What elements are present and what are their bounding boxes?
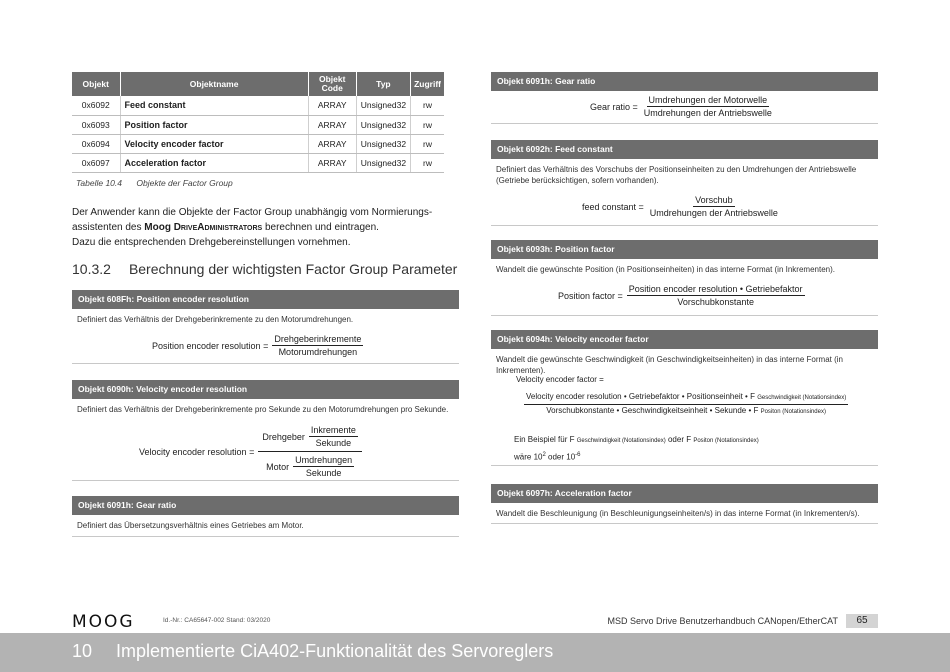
cell-zugriff: rw — [411, 153, 444, 172]
formula-lhs: Position encoder resolution = — [152, 340, 269, 351]
table-row — [72, 96, 444, 115]
formula-compound-denominator — [262, 452, 358, 479]
cell-objekt: 0x6097 — [72, 153, 120, 172]
denominator-text: Vorschubkonstante • Geschwindigkeitseinheit • Sekunde • F — [546, 406, 759, 415]
cell-objektname: Acceleration factor — [120, 153, 308, 172]
formula-numerator: Position encoder resolution • Getriebefaktor — [628, 284, 803, 294]
formula-numerator: Umdrehungen der Motorwelle — [648, 95, 768, 105]
formula-denominator: Umdrehungen der Antriebswelle — [649, 208, 778, 218]
formula-lhs: Velocity encoder resolution = — [139, 446, 255, 457]
paragraph-line — [72, 220, 452, 235]
paragraph-text: berechnen und eintragen. — [262, 222, 379, 233]
description-line: Definiert das Verhältnis des Vorschubs der Positionseinheiten zu den Umdrehungen der Antriebswelle — [496, 165, 857, 174]
formula-denominator: Vorschubkonstante — [677, 297, 754, 307]
formula-compound-numerator — [258, 424, 362, 452]
paragraph-line: Dazu die entsprechenden Drehgebereinstellungen vornehmen. — [72, 237, 351, 248]
cell-typ: Unsigned32 — [356, 134, 410, 153]
section-title: Berechnung der wichtigsten Factor Group Parameter — [128, 261, 458, 277]
object-608f-description: Definiert das Verhältnis der Drehgeberinkremente zu den Motorumdrehungen. — [77, 315, 354, 324]
brand-moog: Moog — [144, 222, 171, 233]
example-subscript: Geschwindigkeit (Notationsindex) — [576, 438, 666, 444]
cell-objektname: Feed constant — [120, 96, 308, 115]
power-exponent: -6 — [575, 452, 581, 458]
table-caption — [76, 178, 245, 188]
object-6094-block — [491, 330, 878, 466]
formula-denominator: Umdrehungen der Antriebswelle — [643, 108, 772, 118]
paragraph-line: Der Anwender kann die Objekte der Factor Group unabhängig vom Normierungs- — [72, 207, 433, 218]
cell-objekt: 0x6093 — [72, 115, 120, 134]
object-6091-left-heading: Objekt 6091h: Gear ratio — [72, 496, 459, 515]
table-caption-text: Objekte der Factor Group — [136, 178, 233, 188]
power-exponent: 2 — [542, 452, 546, 458]
power-text: oder 10 — [545, 452, 576, 462]
cell-objektname: Position factor — [120, 115, 308, 134]
object-6092-block — [491, 140, 878, 226]
col-header-zugriff: Zugriff — [411, 72, 444, 96]
formula-denominator: Sekunde — [305, 468, 342, 478]
formula-lhs: Position factor = — [558, 290, 623, 301]
object-6092-heading: Objekt 6092h: Feed constant — [491, 140, 878, 159]
numerator-text: Velocity encoder resolution • Getriebefaktor • Positionseinheit • F — [526, 392, 755, 401]
object-6090-block — [72, 380, 459, 481]
formula-numerator: Drehgeberinkremente — [274, 334, 362, 344]
cell-typ: Unsigned32 — [356, 153, 410, 172]
object-608f-formula — [152, 333, 363, 358]
formula-fraction — [642, 94, 774, 119]
col-header-typ: Typ — [356, 72, 410, 96]
cell-objekt: 0x6094 — [72, 134, 120, 153]
example-text: oder F — [665, 435, 692, 444]
cell-zugriff: rw — [411, 115, 444, 134]
moog-logo: MOOG — [72, 612, 135, 632]
intro-paragraph — [72, 205, 452, 250]
section-heading — [72, 261, 457, 277]
chapter-bar — [0, 633, 950, 672]
object-6090-formula — [139, 424, 362, 479]
object-6097-heading: Objekt 6097h: Acceleration factor — [491, 484, 878, 503]
object-608f-block — [72, 290, 459, 364]
object-6091-left-description: Definiert das Übersetzungsverhältnis eines Getriebes am Motor. — [77, 521, 304, 530]
brand-drive-administrators: DriveAdministrators — [173, 222, 263, 233]
chapter-number: 10 — [72, 641, 93, 661]
object-6094-example — [514, 435, 759, 444]
table-row — [72, 153, 444, 172]
object-6094-heading: Objekt 6094h: Velocity encoder factor — [491, 330, 878, 349]
table-row — [72, 134, 444, 153]
object-6091-right-block — [491, 72, 878, 124]
formula-inner-fraction — [309, 424, 358, 449]
formula-fraction — [648, 194, 780, 219]
formula-denominator: Sekunde — [315, 438, 352, 448]
table-header-row — [72, 72, 444, 96]
object-6094-formula-fraction — [524, 391, 848, 418]
object-6093-heading: Objekt 6093h: Position factor — [491, 240, 878, 259]
formula-denominator: Motorumdrehungen — [278, 347, 358, 357]
cell-code: ARRAY — [308, 153, 356, 172]
cell-objektname: Velocity encoder factor — [120, 134, 308, 153]
object-6090-description: Definiert das Verhältnis der Drehgeberinkremente pro Sekunde zu den Motorumdrehungen pro Sekunde. — [77, 405, 449, 414]
col-header-objekt-code: Objekt Code — [308, 72, 356, 96]
formula-lhs: feed constant = — [582, 201, 644, 212]
formula-numerator: Inkremente — [310, 425, 356, 435]
cell-zugriff: rw — [411, 134, 444, 153]
object-6090-heading: Objekt 6090h: Velocity encoder resolution — [72, 380, 459, 399]
formula-numerator: Vorschub — [695, 195, 733, 205]
document-id: Id.-Nr.: CA65647-002 Stand: 03/2020 — [163, 617, 271, 624]
object-6093-block — [491, 240, 878, 316]
formula-compound-fraction — [258, 424, 362, 479]
col-header-objektname: Objektname — [120, 72, 308, 96]
table-caption-number: Tabelle 10.4 — [76, 178, 123, 188]
object-6097-description: Wandelt die Beschleunigung (in Beschleunigungseinheiten/s) in das interne Format (in Inkrementen/s). — [496, 509, 860, 518]
numerator-subscript: Geschwindigkeit (Notationsindex) — [757, 395, 847, 401]
power-text: wäre 10 — [514, 452, 543, 462]
cell-objekt: 0x6092 — [72, 96, 120, 115]
formula-numerator — [524, 391, 848, 405]
formula-lhs: Gear ratio = — [590, 101, 638, 112]
object-6093-description: Wandelt die gewünschte Position (in Positionseinheiten) in das interne Format (in Inkrementen). — [496, 265, 835, 274]
object-6092-formula — [582, 194, 780, 219]
object-6091-right-heading: Objekt 6091h: Gear ratio — [491, 72, 878, 91]
factor-group-table — [72, 72, 444, 173]
denominator-subscript: Positon (Notationsindex) — [760, 409, 826, 415]
cell-code: ARRAY — [308, 96, 356, 115]
formula-fraction — [272, 333, 363, 358]
description-line: (Getriebe berücksichtigen, sofern vorhanden). — [496, 176, 659, 185]
object-6092-description — [491, 159, 878, 186]
object-6091-formula — [590, 94, 774, 119]
formula-label-drehgeber: Drehgeber — [262, 431, 305, 442]
page-number: 65 — [846, 614, 878, 628]
cell-code: ARRAY — [308, 134, 356, 153]
section-number: 10.3.2 — [72, 261, 111, 277]
object-6097-block — [491, 484, 878, 524]
formula-denominator — [544, 405, 828, 418]
example-subscript: Positon (Notationsindex) — [693, 438, 759, 444]
col-header-objekt: Objekt — [72, 72, 120, 96]
example-text: Ein Beispiel für F — [514, 435, 575, 444]
formula-label-motor: Motor — [266, 461, 290, 472]
object-608f-heading: Objekt 608Fh: Position encoder resolution — [72, 290, 459, 309]
object-6091-left-block — [72, 496, 459, 537]
object-6093-formula — [558, 283, 805, 308]
cell-code: ARRAY — [308, 115, 356, 134]
object-6094-formula-lhs: Velocity encoder factor = — [516, 375, 604, 384]
formula-inner-fraction — [293, 454, 354, 479]
manual-title: MSD Servo Drive Benutzerhandbuch CANopen/EtherCAT — [607, 616, 838, 626]
table-row — [72, 115, 444, 134]
object-6094-description: Wandelt die gewünschte Geschwindigkeit (in Geschwindigkeitseinheiten) in das interne Format (in Inkrementen). — [496, 355, 843, 375]
cell-zugriff: rw — [411, 96, 444, 115]
formula-numerator: Umdrehungen — [295, 455, 353, 465]
chapter-title: Implementierte CiA402-Funktionalität des Servoreglers — [116, 641, 554, 661]
cell-typ: Unsigned32 — [356, 115, 410, 134]
cell-typ: Unsigned32 — [356, 96, 410, 115]
object-6094-powers — [514, 452, 581, 462]
paragraph-text: assistenten des — [72, 222, 145, 233]
formula-fraction — [627, 283, 805, 308]
